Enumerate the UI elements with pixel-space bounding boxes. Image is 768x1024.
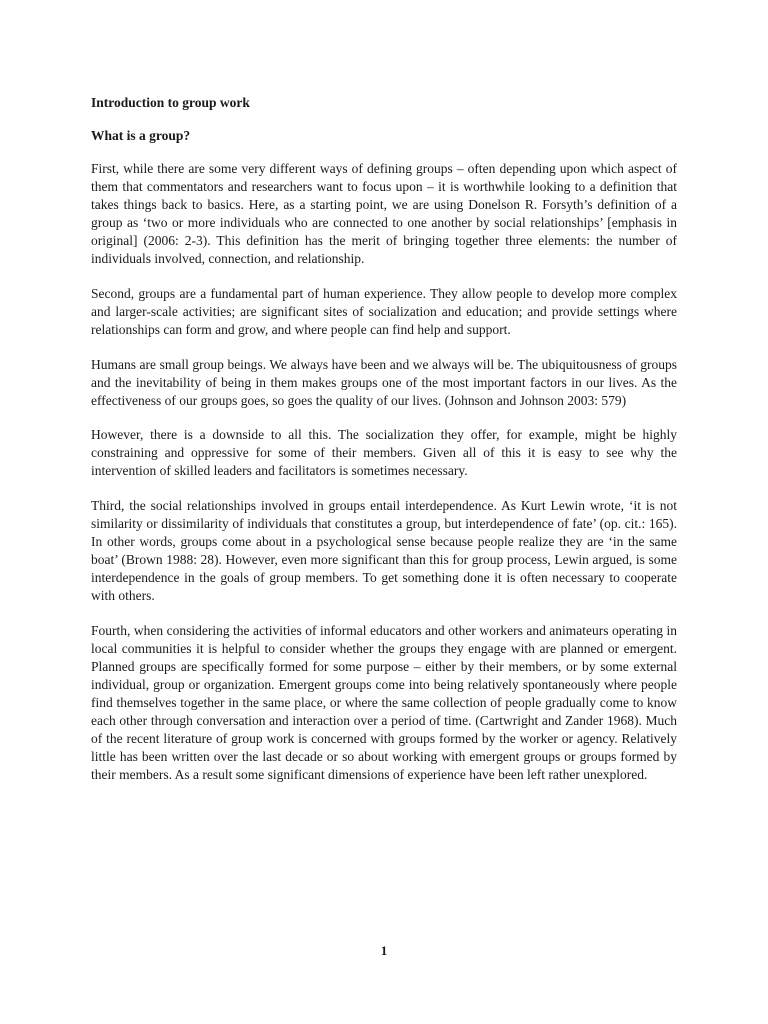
page-number: 1 [380,943,388,958]
paragraph-quote: Humans are small group beings. We always have been and we always will be. The ubiquitousness of groups and the inevitability of being in them makes groups one of the most important factors in our lives. As the effectiveness of our groups goes, so goes the quality of our lives. (Johnson and Johnson 2003: 579) [91,357,677,408]
document-title: Introduction to group work [91,95,250,110]
paragraph-planned-emergent: Fourth, when considering the activities of informal educators and other workers and animateurs operating in local communities it is helpful to consider whether the groups they engage with are planned or emergent. Planned groups are specifically formed for some purpose – either by their members, or by some external individual, group or organization. Emergent groups come into being relatively spontaneously where people find themselves together in the same place, or where the same collection of people gradually come to know each other through conversation and interaction over a period of time. (Cartwright and Zander 1968). Much of the recent literature of group work is concerned with groups formed by the worker or agency. Relatively little has been written over the last decade or so about working with emergent groups or groups formed by their members. As a result some significant dimensions of experience have been left rather unexplored. [91,623,677,782]
paragraph-interdependence: Third, the social relationships involved in groups entail interdependence. As Kurt Lewin wrote, ‘it is not similarity or dissimilarity of individuals that constitutes a group, but interdependence of fate’ (op. cit.: 165). In other words, groups come about in a psychological sense because people realize they are ‘in the same boat’ (Brown 1988: 28). However, even more significant than this for group process, Lewin argued, is some interdependence in the goals of group members. To get something done it is often necessary to cooperate with others. [91,498,677,603]
document-page [91,94,677,801]
paragraph-definition: First, while there are some very different ways of defining groups – often depending upon which aspect of them that commentators and researchers want to focus upon – it is worthwhile looking to a definition that takes things back to basics. Here, as a starting point, we are using Donelson R. Forsyth’s definition of a group as ‘two or more individuals who are connected to one another by social relationships’ [emphasis in original] (2006: 2-3). This definition has the merit of bringing together three elements: the number of individuals involved, connection, and relationship. [91,161,677,266]
section-heading: What is a group? [91,128,191,143]
paragraph-downside: However, there is a downside to all this. The socialization they offer, for example, might be highly constraining and oppressive for some of their members. Given all of this it is easy to see why the intervention of skilled leaders and facilitators is sometimes necessary. [91,427,677,478]
paragraph-human-experience: Second, groups are a fundamental part of human experience. They allow people to develop more complex and larger-scale activities; are significant sites of socialization and education; and provide settings where relationships can form and grow, and where people can find help and support. [91,286,677,337]
